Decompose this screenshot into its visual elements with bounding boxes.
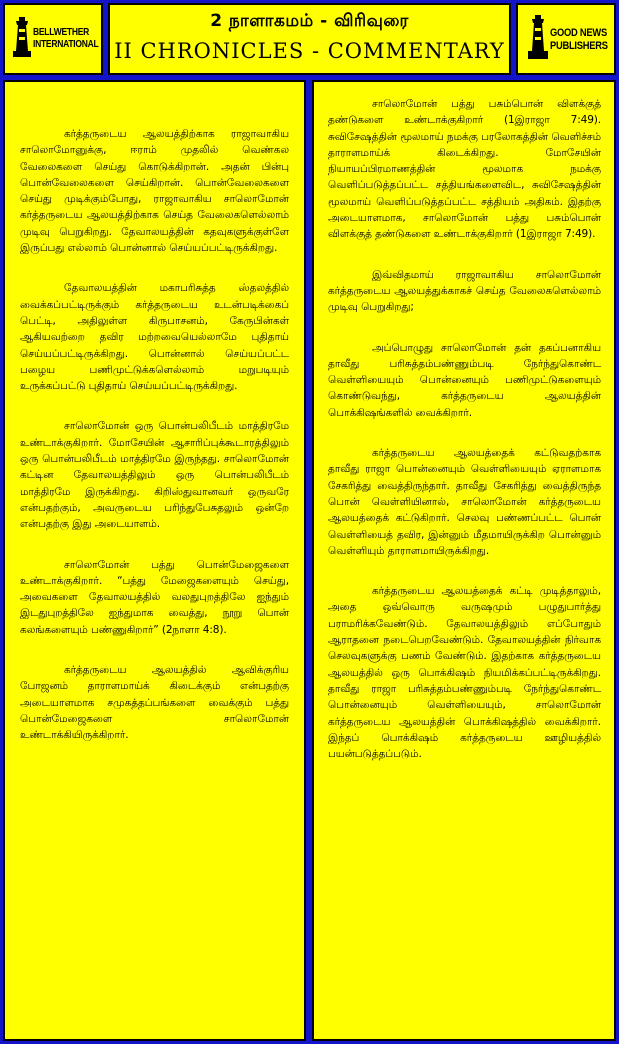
right-paragraph-3: அப்பொழுது சாலொமோன் தன் தகப்பனாகிய தாவீது பரிசுத்தம்பண்ணும்படி நேர்ந்துகொண்ட வெள்ளியையும் பொன்னையும் பணிமுட்டுகளையும் கொண்டுவந்து, கர்த்தருடைய ஆலயத்தின் பொக்கிஷங்களில் வைக்கிறார்.: [328, 341, 601, 419]
good-news-logo-line1: GOOD NEWS: [550, 27, 607, 39]
title-panel: [108, 3, 511, 75]
left-paragraph-2: தேவாலயத்தின் மகாபரிசுத்த ஸ்தலத்தில் வைக்கப்பட்டிருக்கும் கர்த்தருடைய உடன்படிக்கைப் பெட்டி, அதிலுள்ள கிருபாசனம், கேருபின்கள் ஆகியவற்றை தவிர மற்றவையெல்லாமே புதிதாய் செய்யப்பட்டிருக்கிறது. பொன்னால் செய்யப்பட்ட பழைய பணிமுட்டுக்களெல்லாம் மறுபடியும் உருக்கப்பட்டு புதிதாய் செய்யப்பட்டிருக்கிறது.: [20, 282, 289, 393]
bellwether-logo: [3, 3, 103, 75]
good-news-logo-line2: PUBLISHERS: [550, 40, 608, 52]
lighthouse-icon: [526, 15, 550, 59]
bellwether-logo-text: [33, 27, 98, 51]
left-paragraph-1: கர்த்தருடைய ஆலயத்திற்காக ராஜாவாகிய சாலொமோனுக்கு, ஈராம் முதலில் வெண்கல வேலைகளை செய்து கொடுக்கிறான். அதன் பின்பு பொன்வேலைகளை செய்கிறான். பொன்வேலைகளை செய்து முடிக்கும்போது, ராஜாவாகிய சாலொமோன் கர்த்தருடைய ஆலயத்திற்காக செய்த வேலைகளெல்லாம் முடிவு பெறுகிறது. தேவாலயத்தின் கதவுகளுக்குள்ளே இருப்பது எல்லாம் பொன்னால் செய்யப்பட்டிருக்கிறது.: [20, 128, 289, 255]
left-column: [3, 80, 306, 1041]
right-paragraph-1: சாலொமோன் பத்து பசும்பொன் விளக்குத் தண்டுகளை உண்டாக்குகிறார் (1இராஜா 7:49). சுவிசேஷத்தின் மூலமாய் நமக்கு பரலோகத்தின் வெளிச்சம் தாராளமாய்க் கிடைக்கிறது. மோசேயின் நியாயப்பிரமாணத்தின் மூலமாக நமக்கு வெளிப்படுத்தப்பட்ட சத்தியங்களைவிட, சுவிசேஷத்தின் மூலமாய் வெளிப்படுத்தப்பட்ட சத்தியம் அதிகம். இதற்கு அடையாளமாக, சாலொமோன் பத்து பசும்பொன் விளக்குத் தண்டுகளை உண்டாக்குகிறார் (1இராஜா 7:49).: [328, 98, 601, 241]
left-paragraph-5: கர்த்தருடைய ஆலயத்தில் ஆவிக்குரிய போஜனம் தாராளமாய்க் கிடைக்கும் என்பதற்கு அடையாளமாக சமுகத்தப்பங்களை வைக்கும் பத்து பொன்மேஜைகளை சாலொமோன் உண்டாக்கியிருக்கிறார்.: [20, 664, 289, 742]
right-paragraph-5: கர்த்தருடைய ஆலயத்தைக் கட்டி முடித்தாலும், அதை ஒவ்வொரு வருஷமும் பழுதுபார்த்து பராமரிக்கவேண்டும். தேவாலயத்திலும் எப்போதும் ஆராதனை நடைபெறவேண்டும். தேவாலயத்தின் நிர்வாக செலவுகளுக்கு பணம் வேண்டும். இதற்காக கர்த்தருடைய ஆலயத்தில் ஒரு பொக்கிஷம் நியமிக்கப்பட்டிருக்கிறது. தாவீது ராஜா பரிசுத்தம்பண்ணும்படி நேர்ந்துகொண்ட பொன்னையும் வெள்ளியையும், சாலொமோன் கர்த்தருடைய ஆலயத்தின் பொக்கிஷத்தில் வைக்கிறார். இந்தப் பொக்கிஷம் கர்த்தருடைய ஊழியத்தில் பயன்படுத்தப்படும்.: [328, 585, 601, 761]
left-paragraph-3: சாலொமோன் ஒரு பொன்பலிபீடம் மாத்திரமே உண்டாக்குகிறார். மோசேயின் ஆசாரிப்புக்கூடாரத்திலும் ஒரு பொன்பலிபீடம் மாத்திரமே இருந்தது. சாலொமோன் கட்டின தேவாலயத்திலும் ஒரு பொன்பலிபீடம் மாத்திரமே இருக்கிறது. கிறிஸ்துவானவர் ஒருவரே என்பதற்கும், அவருடைய பரிந்துபேசுதலும் ஒன்றே என்பதற்கு இது அடையாளம்.: [20, 420, 289, 531]
page-title-tamil: 2 நாளாகமம் - விரிவுரை: [210, 11, 409, 31]
right-column: [312, 80, 616, 1041]
good-news-publishers-logo: [516, 3, 616, 75]
page-title-english: II CHRONICLES - COMMENTARY: [114, 39, 505, 63]
right-paragraph-4: கர்த்தருடைய ஆலயத்தைக் கட்டுவதற்காக தாவீது ராஜா பொன்னையும் வெள்ளியையும் ஏராளமாக சேகரித்து வைத்திருந்தார். தாவீது சேகரித்து வைத்திருந்த பொன் வெள்ளியினால், சாலொமோன் கர்த்தருடைய ஆலயத்தைக் கட்டுகிறார். செலவு பண்ணப்பட்ட பொன் வெள்ளியைத் தவிர, இன்னும் மீதமாயிருக்கிற பொன்னும் வெள்ளியும் தாராளமாயிருக்கிறது.: [328, 447, 601, 557]
lighthouse-icon: [11, 17, 33, 57]
good-news-logo-text: [550, 27, 608, 53]
left-paragraph-4: சாலொமோன் பத்து பொன்மேஜைகளை உண்டாக்குகிறார். “பத்து மேஜைகளையும் செய்து, அவைகளை தேவாலயத்தில் வலதுபுறத்திலே ஐந்தும் இடதுபுறத்திலே ஐந்துமாக வைத்து, நூறு பொன் கலங்களையும் பண்ணுகிறார்” (2நாளா 4:8).: [20, 558, 289, 636]
page-header: [3, 3, 616, 75]
right-paragraph-2: இவ்விதமாய் ராஜாவாகிய சாலொமோன் கர்த்தருடைய ஆலயத்துக்காகச் செய்த வேலைகளெல்லாம் முடிவு பெறுகிறது;: [328, 268, 601, 314]
bellwether-logo-line1: BELLWETHER: [33, 27, 90, 38]
bellwether-logo-line2: INTERNATIONAL: [33, 39, 99, 50]
